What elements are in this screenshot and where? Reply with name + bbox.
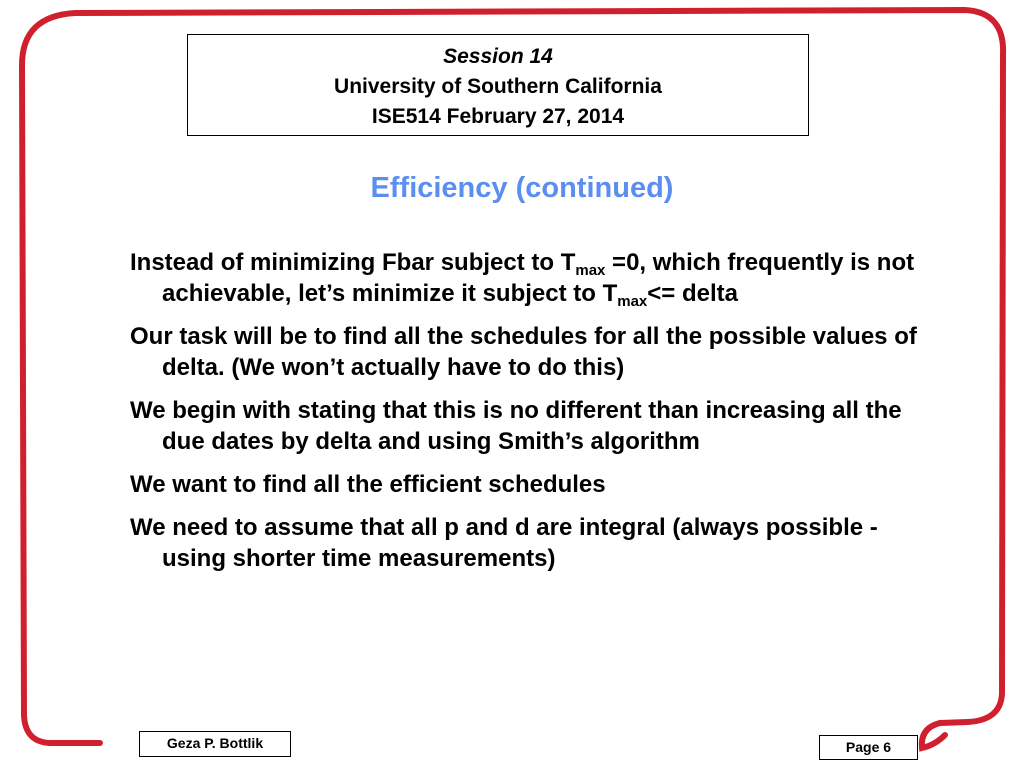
bullet-list: [130, 247, 930, 586]
page-number: Page 6: [819, 735, 918, 760]
bullet-text: =0, which frequently is not achievable, let’s minimize it subject to T: [162, 249, 915, 307]
bullet-item: We begin with stating that this is no different than increasing all the due dates by delta and using Smith’s algorithm: [130, 397, 902, 455]
author-footer: Geza P. Bottlik: [139, 731, 291, 757]
bullet-text: <= delta: [647, 280, 738, 307]
slide-title: Efficiency (continued): [370, 172, 674, 204]
subscript: max: [617, 293, 648, 310]
bullet-item: We need to assume that all p and d are integral (always possible - using shorter time measurements): [130, 514, 878, 572]
session-header: [187, 34, 809, 136]
subscript: max: [575, 262, 606, 279]
bullet-item: [130, 247, 930, 309]
frame-curl-right: [922, 723, 945, 748]
bullet-item: Our task will be to find all the schedules for all the possible values of delta. (We won’t actually have to do this): [130, 323, 917, 381]
bullet-text: Instead of minimizing Fbar subject to T: [130, 249, 576, 276]
bullet-item: We want to find all the efficient schedules: [130, 471, 606, 498]
university-label: University of Southern California: [334, 75, 662, 98]
course-date-label: ISE514 February 27, 2014: [371, 105, 625, 128]
session-label: Session 14: [443, 45, 553, 68]
